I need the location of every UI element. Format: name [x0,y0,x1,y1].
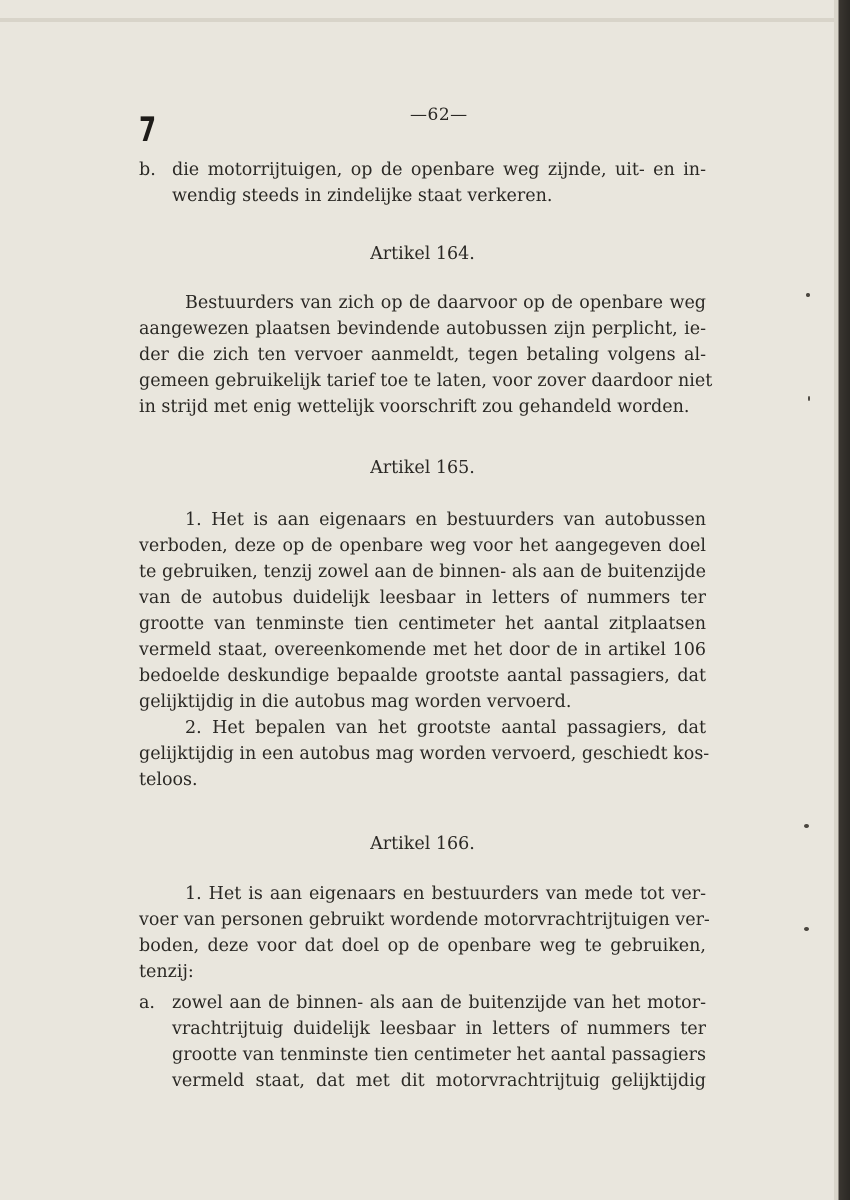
page-edge [834,0,850,1200]
text-line: zowel aan de binnen- als aan de buitenzijde van het motor- [172,993,706,1013]
text-line: boden, deze voor dat doel op de openbare weg te gebruiken, [139,936,706,956]
text-line: vermeld staat, overeenkomende met het door de in artikel 106 [139,640,706,660]
text-line: gelijktijdig in die autobus mag worden vervoerd. [139,692,572,712]
text-line: 2. Het bepalen van het grootste aantal passagiers, dat [185,718,706,738]
text-line: 1. Het is aan eigenaars en bestuurders van mede tot ver- [185,884,706,904]
scan-speck [804,824,809,828]
text-line: vermeld staat, dat met dit motorvrachtrijtuig gelijktijdig [172,1071,706,1091]
list-marker-b: b. [139,160,156,180]
page-number: —62— [410,105,468,125]
article-heading-166: Artikel 166. [370,834,475,854]
text-line: die motorrijtuigen, op de openbare weg zijnde, uit- en in- [172,160,706,180]
article-heading-164: Artikel 164. [370,244,475,264]
page-top-edge [0,18,834,22]
text-line: voer van personen gebruikt wordende motorvrachtrijtuigen ver- [139,910,710,930]
text-line: der die zich ten vervoer aanmeldt, tegen betaling volgens al- [139,345,706,365]
scan-speck [808,396,810,401]
text-line: aangewezen plaatsen bevindende autobussen zijn perplicht, ie- [139,319,706,339]
text-line: vrachtrijtuig duidelijk leesbaar in letters of nummers ter [172,1019,706,1039]
text-line: grootte van tenminste tien centimeter het aantal passagiers [172,1045,706,1065]
text-line: van de autobus duidelijk leesbaar in letters of nummers ter [139,588,706,608]
text-line: gelijktijdig in een autobus mag worden vervoerd, geschiedt kos- [139,744,710,764]
text-line: bedoelde deskundige bepaalde grootste aantal passagiers, dat [139,666,706,686]
scan-speck [806,293,810,297]
text-line: teloos. [139,770,198,790]
text-line: tenzij: [139,962,194,982]
text-line: Bestuurders van zich op de daarvoor op de openbare weg [185,293,706,313]
text-line: te gebruiken, tenzij zowel aan de binnen- als aan de buitenzijde [139,562,706,582]
scan-speck [804,927,809,931]
text-line: verboden, deze op de openbare weg voor het aangegeven doel [139,536,706,556]
text-line: wendig steeds in zindelijke staat verkeren. [172,186,553,206]
list-marker-a: a. [139,993,155,1013]
corner-number: 7 [139,110,157,150]
article-heading-165: Artikel 165. [370,458,475,478]
text-line: grootte van tenminste tien centimeter het aantal zitplaatsen [139,614,706,634]
text-line: in strijd met enig wettelijk voorschrift zou gehandeld worden. [139,397,690,417]
text-line: gemeen gebruikelijk tarief toe te laten, voor zover daardoor niet [139,371,713,391]
text-line: 1. Het is aan eigenaars en bestuurders van autobussen [185,510,706,530]
